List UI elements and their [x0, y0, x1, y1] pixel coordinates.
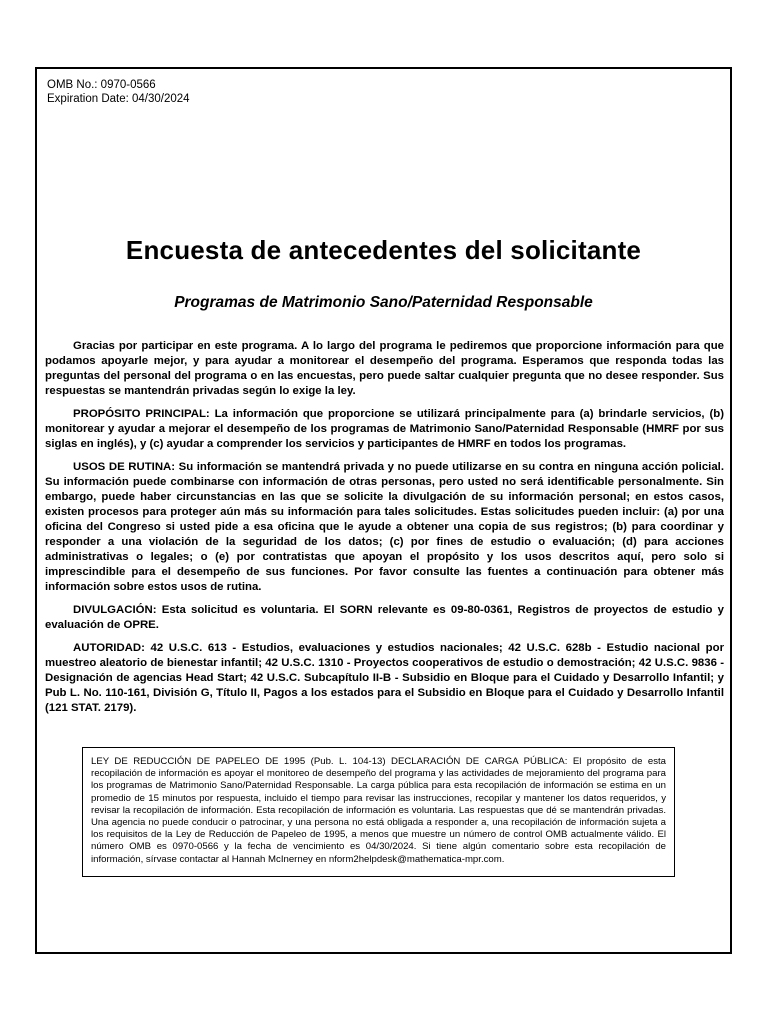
omb-number: OMB No.: 0970-0566: [47, 79, 156, 91]
privacy-notice: [45, 339, 724, 724]
authority-paragraph: AUTORIDAD: 42 U.S.C. 613 - Estudios, evaluaciones y estudios nacionales; 42 U.S.C. 628b - Estudio nacional por muestreo aleatorio de bienestar infantil; 42 U.S.C. 1310 - Proyectos cooperativos de estudio o demostración; 42 U.S.C. 9836 - Designación de agencias Head Start; 42 U.S.C. Subcapítulo II-B - Subsidio en Bloque para el Cuidado y Desarrollo Infantil; y Pub L. No. 110-161, División G, Título II, Pagos a los estados para el Subsidio en Bloque para el Cuidado y Desarrollo Infantil (121 STAT. 2179).: [45, 642, 724, 714]
expiration-date: Expiration Date: 04/30/2024: [47, 93, 190, 105]
page-subtitle: Programas de Matrimonio Sano/Paternidad Responsable: [174, 294, 593, 311]
routine-uses-paragraph: USOS DE RUTINA: Su información se mantendrá privada y no puede utilizarse en su contra en ninguna acción policial. Su información puede combinarse con información de otras personas, pero usted no será identificable personalmente. Sin embargo, puede haber circunstancias en las que se solicite la divulgación de su información personal; en estos casos, existen procesos para proteger aún más su información para tales solicitudes. Estas solicitudes pueden incluir: (a) por una oficina del Congreso si usted pide a esa oficina que le ayude a obtener una copia de sus registros; (b) para coordinar y responder a una violación de la seguridad de los datos; (c) por fines de estudio o evaluación; (d) para acciones administrativas o legales; o (e) por contratistas que apoyan el propósito y los usos descritos aquí, pero solo si imprescindible para el desempeño de sus funciones. Por favor consulte las fuentes a continuación para obtener más información sobre estos usos de rutina.: [45, 461, 724, 593]
page-title: Encuesta de antecedentes del solicitante: [125, 235, 642, 265]
burden-statement-text: LEY DE REDUCCIÓN DE PAPELEO DE 1995 (Pub. L. 104-13) DECLARACIÓN DE CARGA PÚBLICA: El propósito de esta recopilación de información es apoyar el monitoreo de desempeño del programa y las actividades de mejoramiento del programa para los programas de Matrimonio Sano/Paternidad Responsable. La carga pública para esta recopilación de información se estima en un promedio de 15 minutos por respuesta, incluido el tiempo para revisar las instrucciones, recopilar y mantener los datos requeridos, y revisar la recopilación de información. Esta recopilación de información es voluntaria. Las respuestas que dé se mantendrán privadas. Una agencia no puede conducir o patrocinar, y una persona no está obligada a responder a, una recopilación de información sujeta a los requisitos de la Ley de Reducción de Papeleo de 1995, a menos que muestre un número de control OMB actualmente válido. El número OMB es 0970-0566 y la fecha de vencimiento es 04/30/2024. Si tiene algún comentario sobre esta recopilación de información, sírvase contactar al Hannah McInerney en nform2helpdesk@mathematica-mpr.com.: [91, 756, 666, 865]
form-cover-page: [35, 67, 732, 954]
disclosure-paragraph: DIVULGACIÓN: Esta solicitud es voluntaria. El SORN relevante es 09-80-0361, Registros de proyectos de estudio y evaluación de OPRE.: [45, 604, 724, 631]
paperwork-burden-statement-box: [82, 747, 675, 877]
omb-info: [47, 78, 190, 106]
intro-paragraph: Gracias por participar en este programa. A lo largo del programa le pediremos que proporcione información para que podamos apoyarle mejor, y para ayudar a monitorear el desempeño del programa. Esperamos que responda todas las preguntas del personal del programa o en las encuestas, pero puede saltar cualquier pregunta que no desee responder. Sus respuestas se mantendrán privadas según lo exige la ley.: [45, 340, 724, 397]
purpose-paragraph: PROPÓSITO PRINCIPAL: La información que proporcione se utilizará principalmente para (a) brindarle servicios, (b) monitorear y ayudar a mejorar el desempeño de los programas de Matrimonio Sano/Paternidad Responsable (HMRF por sus siglas en inglés), y (c) ayudar a comprender los servicios y participantes de HMRF en todos los programas.: [45, 408, 724, 450]
